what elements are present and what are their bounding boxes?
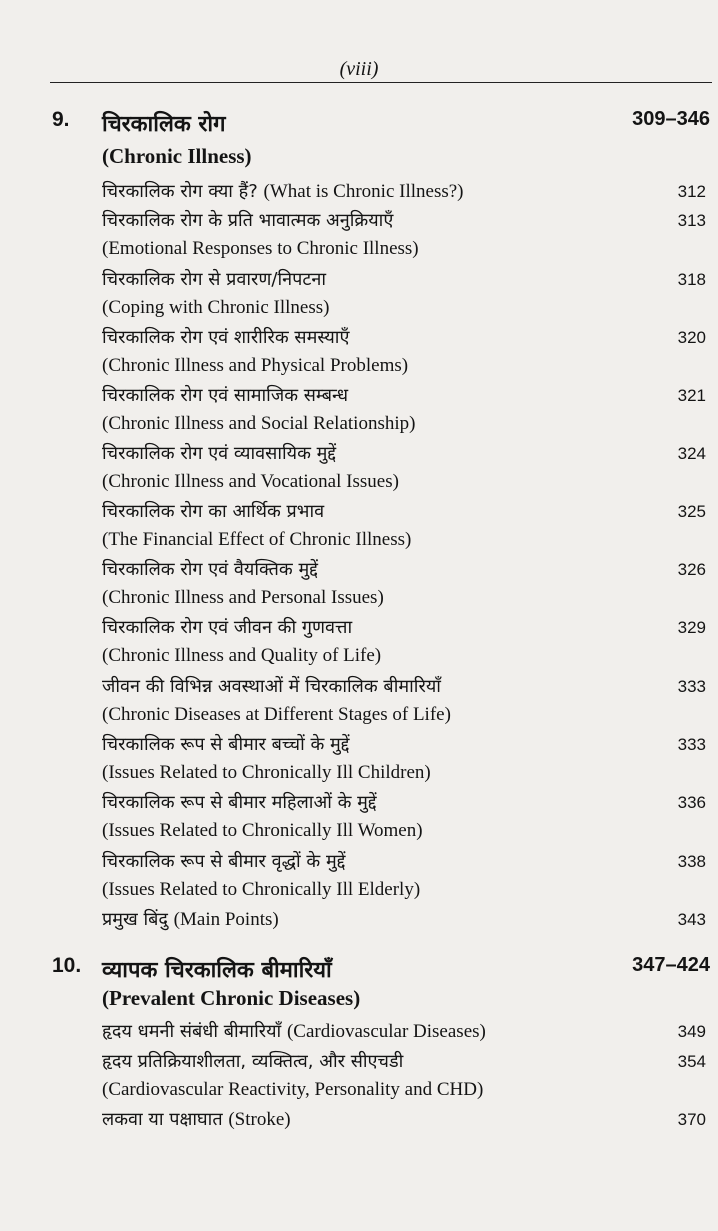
- entry-title-line1: चिरकालिक रोग एवं शारीरिक समस्याएँ: [102, 327, 350, 348]
- entry-title-line1: चिरकालिक रोग एवं वैयक्तिक मुद्दें: [102, 559, 318, 580]
- toc-entry: [102, 178, 710, 206]
- chapter-heading: [0, 108, 718, 142]
- toc-entry: [102, 1106, 710, 1134]
- entry-page-number: 333: [677, 677, 706, 696]
- chapter-title-english: (Chronic Illness): [102, 144, 252, 168]
- entry-title-line1: लकवा या पक्षाघात (Stroke): [102, 1109, 291, 1130]
- entry-title-line2: (Coping with Chronic Illness): [102, 297, 330, 318]
- entry-title-line2: (Issues Related to Chronically Ill Women): [102, 820, 423, 841]
- entry-page-number: 336: [677, 793, 706, 812]
- entry-page-number: 354: [677, 1052, 706, 1071]
- entry-page-number: 312: [677, 182, 706, 201]
- entry-title-line1: चिरकालिक रूप से बीमार वृद्धों के मुद्दें: [102, 851, 346, 872]
- toc-entry: [102, 382, 710, 438]
- entry-title-line1: चिरकालिक रूप से बीमार महिलाओं के मुद्दें: [102, 792, 377, 813]
- entry-title-line1: हृदय प्रतिक्रियाशीलता, व्यक्तित्व, और सीएचडी: [102, 1051, 404, 1072]
- header-rule: [50, 82, 712, 83]
- toc-entry: [102, 556, 710, 612]
- entry-title-line1: चिरकालिक रोग का आर्थिक प्रभाव: [102, 501, 325, 522]
- entry-page-number: 338: [677, 852, 706, 871]
- entry-title-line2: (The Financial Effect of Chronic Illness): [102, 529, 412, 550]
- chapter-page-range: 309–346: [632, 108, 710, 130]
- entry-page-number: 313: [677, 211, 706, 230]
- entry-page-number: 318: [677, 270, 706, 289]
- entry-page-number: 370: [677, 1110, 706, 1129]
- chapter-title-english: (Prevalent Chronic Diseases): [102, 986, 361, 1010]
- entry-title-line1: चिरकालिक रोग एवं सामाजिक सम्बन्ध: [102, 385, 349, 406]
- entry-page-number: 320: [677, 328, 706, 347]
- entry-title-line2: (Issues Related to Chronically Ill Elderly): [102, 879, 421, 900]
- entry-title-line1: जीवन की विभिन्न अवस्थाओं में चिरकालिक बीमारियाँ: [102, 676, 441, 697]
- chapter-title-hindi: चिरकालिक रोग: [102, 112, 226, 137]
- entry-page-number: 324: [677, 444, 706, 463]
- entry-title-line2: (Chronic Illness and Social Relationship): [102, 413, 416, 434]
- chapter-title-hindi: व्यापक चिरकालिक बीमारियाँ: [102, 958, 332, 983]
- toc-entry: [102, 731, 710, 787]
- toc-entry: [102, 673, 710, 729]
- toc-entry: [102, 906, 710, 934]
- entry-page-number: 349: [677, 1022, 706, 1041]
- entry-page-number: 321: [677, 386, 706, 405]
- entry-title-line2: (Cardiovascular Reactivity, Personality and CHD): [102, 1079, 484, 1100]
- entry-title-line1: चिरकालिक रूप से बीमार बच्चों के मुद्दें: [102, 734, 350, 755]
- entry-title-line1: चिरकालिक रोग से प्रवारण/निपटना: [102, 269, 327, 290]
- entry-page-number: 329: [677, 618, 706, 637]
- toc-entry: [102, 1018, 710, 1046]
- chapter-page-range: 347–424: [632, 954, 710, 976]
- entry-title-line1: चिरकालिक रोग एवं व्यावसायिक मुद्दें: [102, 443, 337, 464]
- entry-page-number: 325: [677, 502, 706, 521]
- chapter-number: 10.: [52, 954, 82, 977]
- entry-title-line2: (Emotional Responses to Chronic Illness): [102, 238, 419, 259]
- entry-page-number: 333: [677, 735, 706, 754]
- entry-title-line1: चिरकालिक रोग एवं जीवन की गुणवत्ता: [102, 617, 353, 638]
- toc-entry: [102, 614, 710, 670]
- page-number: (viii): [339, 58, 379, 80]
- toc-entry: [102, 498, 710, 554]
- chapter-heading: [0, 954, 718, 988]
- toc-entry: [102, 1048, 710, 1104]
- toc-entry: [102, 440, 710, 496]
- entry-title-line1: चिरकालिक रोग के प्रति भावात्मक अनुक्रियाएँ: [102, 210, 394, 231]
- toc-entry: [102, 789, 710, 845]
- toc-entry: [102, 324, 710, 380]
- entry-title-line2: (Chronic Illness and Personal Issues): [102, 587, 384, 608]
- entry-title-line1: प्रमुख बिंदु (Main Points): [102, 909, 279, 930]
- entry-page-number: 343: [677, 910, 706, 929]
- entry-title-line2: (Chronic Illness and Physical Problems): [102, 355, 409, 376]
- entry-title-line1: हृदय धमनी संबंधी बीमारियाँ (Cardiovascular Diseases): [102, 1021, 486, 1042]
- entry-title-line2: (Chronic Illness and Vocational Issues): [102, 471, 399, 492]
- entry-page-number: 326: [677, 560, 706, 579]
- entry-title-line1: चिरकालिक रोग क्या हैं? (What is Chronic Illness?): [102, 181, 464, 202]
- entry-title-line2: (Chronic Diseases at Different Stages of Life): [102, 704, 451, 725]
- chapter-number: 9.: [52, 108, 70, 131]
- toc-entry: [102, 207, 710, 263]
- toc-entry: [102, 266, 710, 322]
- entry-title-line2: (Issues Related to Chronically Ill Children): [102, 762, 431, 783]
- entry-title-line2: (Chronic Illness and Quality of Life): [102, 645, 382, 666]
- toc-entry: [102, 848, 710, 904]
